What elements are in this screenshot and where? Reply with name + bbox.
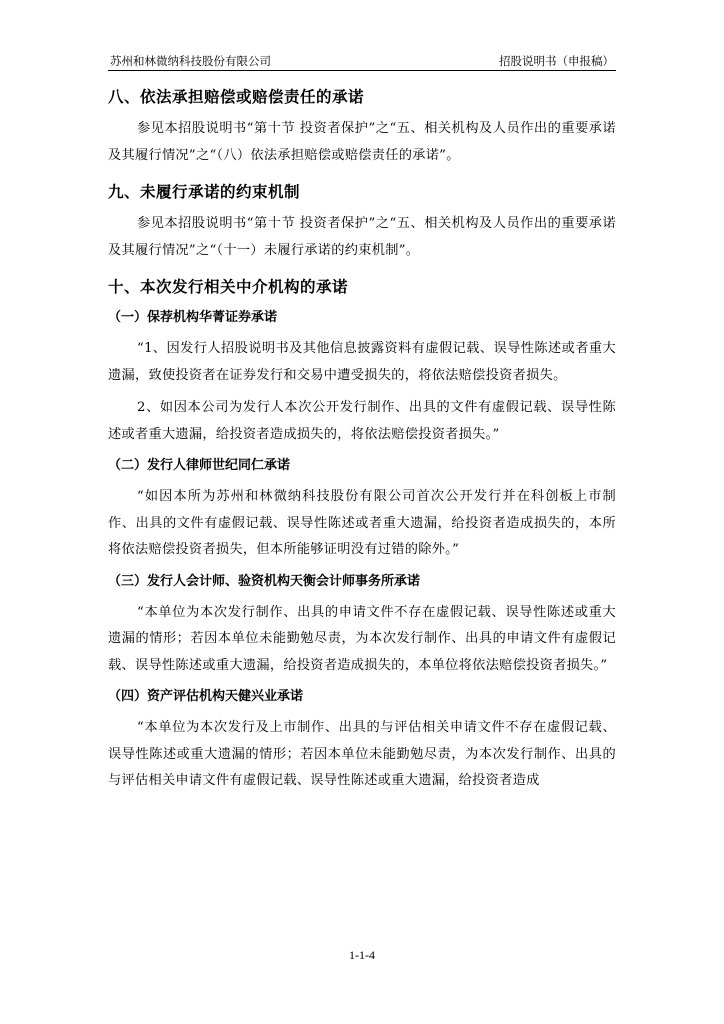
header-company: 苏州和林微纳科技股份有限公司 bbox=[110, 54, 271, 68]
subsection-3-paragraph: “本单位为本次发行制作、出具的申请文件不存在虚假记载、误导性陈述或重大遗漏的情形；若因本单位未能勤勉尽责，为本次发行制作、出具的申请文件有虚假记载、误导性陈述或重大遗漏，给投资者造成损失的，本单位将依法赔偿投资者损失。” bbox=[108, 604, 616, 673]
subsection-4-title: （四）资产评估机构天健兴业承诺 bbox=[108, 689, 304, 704]
section-8-paragraph: 参见本招股说明书“第十节 投资者保护”之“五、相关机构及人员作出的重要承诺及其履行情况”之“（八）依法承担赔偿或赔偿责任的承诺”。 bbox=[108, 121, 616, 163]
page-number: 1-1-4 bbox=[349, 948, 375, 962]
subsection-4-paragraph: “本单位为本次发行及上市制作、出具的与评估相关申请文件不存在虚假记载、误导性陈述或重大遗漏的情形；若因本单位未能勤勉尽责，为本次发行制作、出具的与评估相关申请文件有虚假记载、误导性陈述或重大遗漏，给投资者造成 bbox=[108, 720, 616, 788]
section-9-paragraph: 参见本招股说明书“第十节 投资者保护”之“五、相关机构及人员作出的重要承诺及其履行情况”之“（十一）未履行承诺的约束机制”。 bbox=[108, 216, 616, 258]
page-content bbox=[108, 84, 616, 795]
subsection-3-title: （三）发行人会计师、验资机构天衡会计师事务所承诺 bbox=[108, 573, 421, 589]
page-header bbox=[108, 48, 616, 71]
subsection-1-paragraph-2: 2、如因本公司为发行人本次公开发行制作、出具的文件有虚假记载、误导性陈述或者重大遗漏，给投资者造成损失的，将依法赔偿投资者损失。” bbox=[108, 400, 616, 442]
subsection-1-paragraph-1: “1、因发行人招股说明书及其他信息披露资料有虚假记载、误导性陈述或者重大遗漏，致使投资者在证券发行和交易中遭受损失的，将依法赔偿投资者损失。 bbox=[108, 341, 616, 383]
section-10-title: 十、本次发行相关中介机构的承诺 bbox=[108, 278, 349, 296]
header-doc-title: 招股说明书（申报稿） bbox=[499, 54, 614, 68]
subsection-1-title: （一）保荐机构华菁证券承诺 bbox=[108, 310, 278, 325]
section-9-title: 九、未履行承诺的约束机制 bbox=[108, 183, 301, 201]
subsection-2-paragraph: “如因本所为苏州和林微纳科技股份有限公司首次公开发行并在科创板上市制作、出具的文件有虚假记载、误导性陈述或者重大遗漏，给投资者造成损失的，本所将依法赔偿投资者损失，但本所能够证明没有过错的除外。” bbox=[108, 489, 616, 557]
section-8-title: 八、依法承担赔偿或赔偿责任的承诺 bbox=[108, 88, 365, 106]
subsection-2-title: （二）发行人律师世纪同仁承诺 bbox=[108, 458, 291, 473]
